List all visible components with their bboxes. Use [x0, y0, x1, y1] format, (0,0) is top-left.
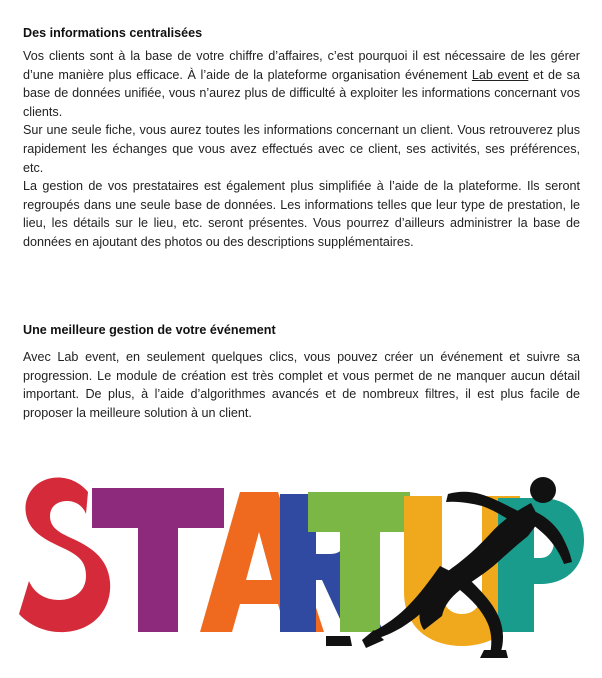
startup-banner-graphic: [0, 440, 602, 678]
runner-head: [530, 477, 556, 503]
paragraph-clients-text-b: et de sa base de données unifiée, vous n’aurez plus de difficulté à exploiter les informations concernant vos clients.: [23, 67, 580, 119]
section-title-event: Une meilleure gestion de votre événement: [23, 323, 276, 337]
starting-block: [326, 636, 352, 646]
paragraph-client-sheet: Sur une seule fiche, vous aurez toutes les informations concernant un client. Vous retrouverez plus rapidement les échanges que vous avez effectués avec ce client, ses activités, ses préférences, etc.: [23, 123, 580, 175]
runner-foot-front: [480, 650, 508, 658]
paragraph-event-creation: Avec Lab event, en seulement quelques clics, vous pouvez créer un événement et suivre sa progression. Le module de création est très complet et vous permet de ne manquer aucun détail important. De plus, à l’aide d’algorithmes avancés et de nombreux filtres, il est plus facile de proposer la meilleure solution à un client.: [23, 350, 580, 420]
startup-banner: [0, 440, 602, 678]
section-centralized-info: [23, 24, 580, 252]
banner-letter-t1: [92, 488, 224, 632]
section-title-centralized: Des informations centralisées: [23, 26, 203, 40]
section-event-management: [23, 321, 580, 422]
lab-event-link[interactable]: Lab event: [471, 67, 529, 82]
paragraph-clients: [23, 47, 580, 121]
paragraph-clients-text-a: Vos clients sont à la base de votre chiffre d’affaires, c’est pourquoi il est nécessaire de les gérer d’une manière plus efficace. À l’aide de la plateforme organisation événement: [23, 49, 580, 82]
paragraph-providers: La gestion de vos prestataires est également plus simplifiée à l’aide de la plateforme. Ils seront regroupés dans une seule base de données. Les informations telles que leur type de prestation, le lieu, les détails sur le lieu, etc. seront présentes. Vous pourrez d’ailleurs administrer la base de données en ajoutant des photos ou des descriptions supplémentaires.: [23, 179, 580, 249]
